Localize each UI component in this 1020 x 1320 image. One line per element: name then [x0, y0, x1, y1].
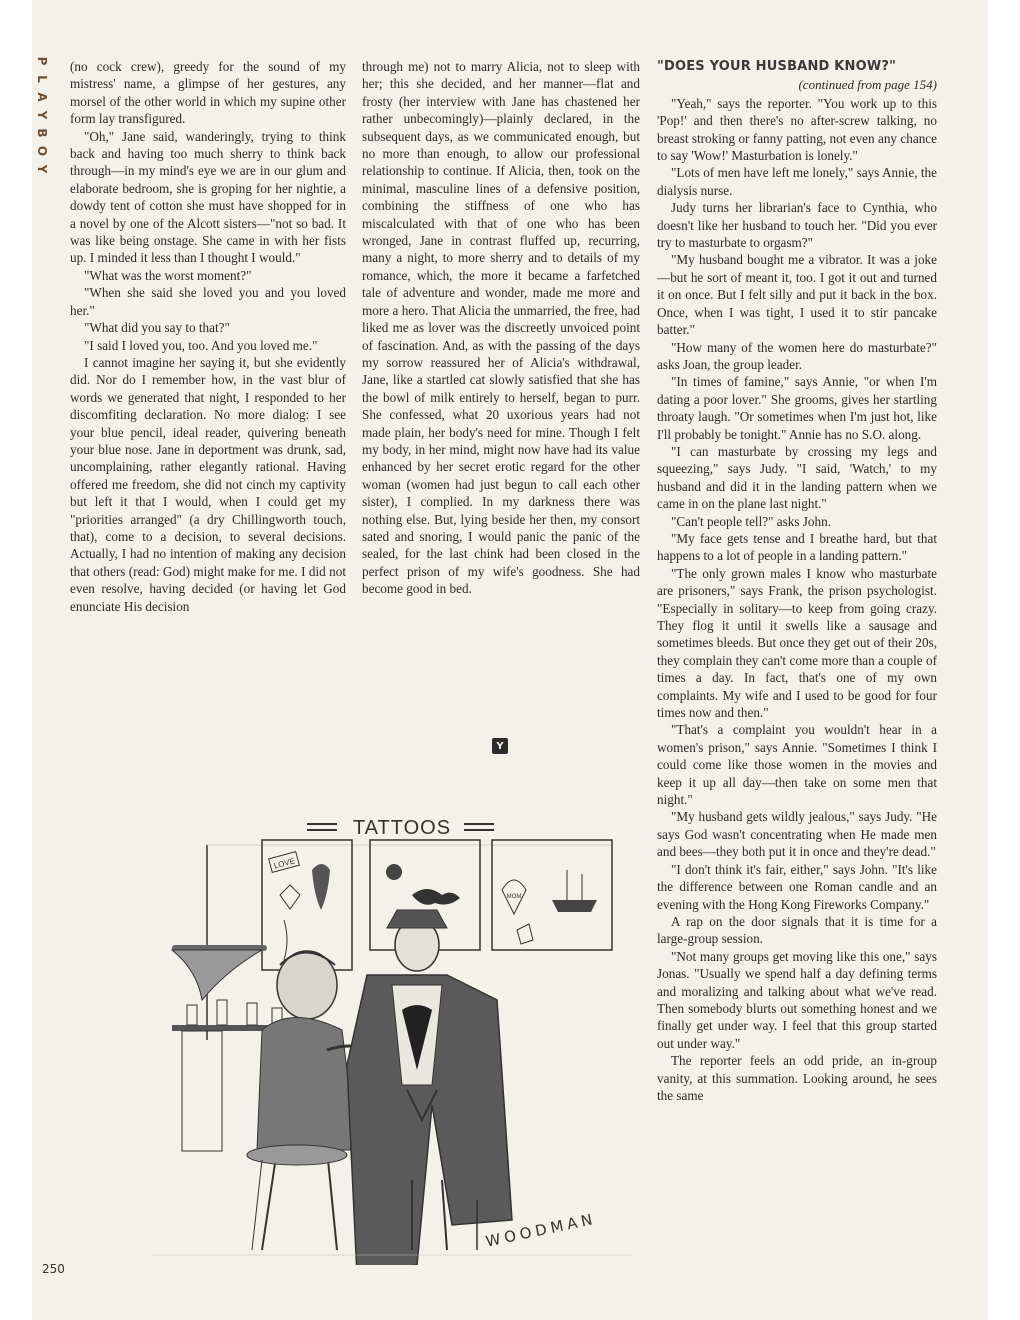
paragraph: A rap on the door signals that it is time for a large-group session.	[657, 913, 937, 947]
paragraph: "The only grown males I know who masturbate are prisoners," says Frank, the prison psychologist. "Especially in solitary—to keep from going crazy. They flog it until it swells like a sausage and sometimes bleeds. But once they get out of their 20s, they complain they can't come more than a couple of times a day. In fact, that's one of my own complaints. My wife and I used to be good for four times now and then."	[657, 565, 937, 721]
running-head-letter: Y	[35, 110, 49, 120]
running-head-letter: P	[35, 56, 49, 66]
paragraph: "That's a complaint you wouldn't hear in a women's prison," says Annie. "Sometimes I think I could come like those women in the movies and keep it up all day—then take on some men that night."	[657, 722, 937, 808]
paragraph: "Can't people tell?" asks John.	[671, 513, 832, 529]
feature-column	[657, 58, 937, 1280]
story-column-1	[70, 58, 346, 770]
curtain	[172, 945, 267, 1000]
paragraph: through me) not to marry Alicia, not to sleep with her; this she decided, and her manner—flat and frosty (her interview with Jane has chastened her rather unbecomingly)—plainly declared, in the subsequent days, as we communicated enough, but no more than enough, to allow our professional relationship to continue. If Alicia, then, took on the minimal, masculine lines of a defensive position, combining the stiffness of one who has miscalculated with that of one who has been wronged, Jane in contrast fluffed up, recurring, many a night, to more sherry and to details of my romance, which, the more it became a farfetched tale of adventure and wonder, made me more and more a hero. That Alicia the unmarried, the free, had liked me as lover was the discreetly unvoiced point of fascination. And, as with the passing of the days my sorrow reassured her of Alicia's withdrawal, Jane, like a startled cat slowly satisfied that she has the bowl of milk entirely to herself, began to purr. She confessed, what 20 uxorious years had not made plain, her body's need for mine. Though I felt my body, in her mind, might now have had its value enhanced by her secret erotic regard for the other woman (women had just begun to call each other sister), I complied. In my darkness there was nothing else. But, lying beside her then, my consort sated and snoring, I would panic the panic of the sealed, for the last chink had been closed in the perfect prison of my wife's goodness. She had become good in bed.	[362, 59, 640, 597]
paragraph: "My husband gets wildly jealous," says Judy. "He says God wasn't concentrating when He made men and bees—they both put it in once and they're dead."	[657, 809, 937, 860]
cartoonist-signature: WOODMAN	[484, 1209, 598, 1251]
running-head-letter: B	[35, 128, 49, 138]
feature-headline: "DOES YOUR HUSBAND KNOW?"	[657, 59, 897, 74]
tattoo-parlor-cartoon	[112, 800, 652, 1265]
story-column-2	[362, 58, 640, 758]
paragraph: "Lots of men have left me lonely," says Annie, the dialysis nurse.	[657, 165, 937, 198]
sign-text: TATTOOS	[352, 817, 452, 839]
rabbit-end-mark-icon: Y	[492, 738, 508, 754]
continued-note: (continued from page 154)	[798, 77, 937, 93]
paragraph: "How many of the women here do masturbate?" asks Joan, the group leader.	[657, 339, 937, 372]
paragraph: "Yeah," says the reporter. "You work up to this 'Pop!' and then there's no after-screw talking, no breast stroking or fanny patting, not even any chance to say 'Wow!' Masturbation is lonely."	[657, 95, 937, 164]
paragraph: "When she said she loved you and you loved her."	[70, 285, 346, 318]
paragraph: (no cock crew), greedy for the sound of my mistress' name, a glimpse of her gestures, any morsel of the other world in which my supine other form lay transfigured.	[70, 59, 346, 127]
paragraph: "In times of famine," says Annie, "or when I'm dating a poor lover." She grooms, gives her startling throaty laugh. "Or sometimes when I'm just hot, like I'll probably be tonight." Annie has no S.O. along.	[657, 374, 937, 442]
running-head-letter: O	[35, 145, 49, 157]
magazine-page	[32, 0, 988, 1320]
running-head-letter: A	[35, 92, 49, 102]
svg-text:MOM: MOM	[506, 894, 522, 900]
paragraph: "Not many groups get moving like this one," says Jonas. "Usually we spend half a day defining terms and moralizing and talking about what we've read. Then somebody blurts out something honest and we finally get under way. I feel that this group started out under way."	[657, 948, 937, 1051]
paragraph: The reporter feels an odd pride, an in-group vanity, at this summation. Looking around, he sees the same	[657, 1053, 937, 1103]
running-head-letter: L	[35, 75, 49, 83]
paragraph: "I can masturbate by crossing my legs and squeezing," says Judy. "I said, 'Watch,' to my husband and did it in the landing pattern when we came in on the plane last night."	[657, 443, 937, 512]
paragraph: "My face gets tense and I breathe hard, but that happens to a lot of people in a landing pattern."	[657, 530, 937, 564]
tattoos-sign	[307, 817, 494, 839]
paragraph: Judy turns her librarian's face to Cynthia, who doesn't like her husband to touch her. "Did you ever try to masturbate to orgasm?"	[657, 200, 937, 251]
running-head	[35, 55, 49, 175]
customer-in-overcoat	[347, 910, 512, 1265]
running-head-letter: Y	[35, 164, 49, 174]
paragraph: "I said I loved you, too. And you loved me."	[84, 337, 318, 353]
tattoo-flash-panel-right	[492, 840, 612, 950]
page-number: 250	[42, 1262, 65, 1276]
page-margin	[988, 0, 1020, 1320]
svg-text:LOVE: LOVE	[272, 856, 296, 871]
paragraph: "What did you say to that?"	[84, 320, 230, 336]
paragraph: "What was the worst moment?"	[84, 267, 252, 283]
paragraph: "I don't think it's fair, either," says John. "It's like the difference between one Roman candle and an evening with the Hong Kong Fireworks Company."	[657, 861, 937, 912]
paragraph: I cannot imagine her saying it, but she evidently did. Nor do I remember how, in the vast blur of words we generated that night, I responded to her discomfiting declaration. No more dialog: I see your blue pencil, ideal reader, quivering beneath your blue nose. Jane in deportment was drunk, sad, uncomplaining, rather elegantly rational. Having offered me freedom, she did not cinch my captivity but left it that I would, when I could get my "priorities arranged" (a dry Chillingworth touch, that), come to a decision, to several decisions. Actually, I had no intention of making any decision that others (read: God) might make for me. I did not even resolve, having decided (or having let God enunciate His decision	[70, 354, 346, 614]
paragraph: "My husband bought me a vibrator. It was a joke—but he sort of meant it, too. I got it out and turned it on once. But I felt silly and put it back in the box. Once, when I was tight, I used it to stir pancake batter."	[657, 252, 937, 338]
paragraph: "Oh," Jane said, wanderingly, trying to think back and having too much sherry to think back through—in my mind's eye we are in our glum and elaborate bedroom, she is groping for her nightie, a dowdy tent of cotton she must have shopped for in a novel by one of the Alcott sisters—"not so bad. It was like being onstage. She came in with her fists up. I minded it less than I thought I would."	[70, 128, 346, 266]
